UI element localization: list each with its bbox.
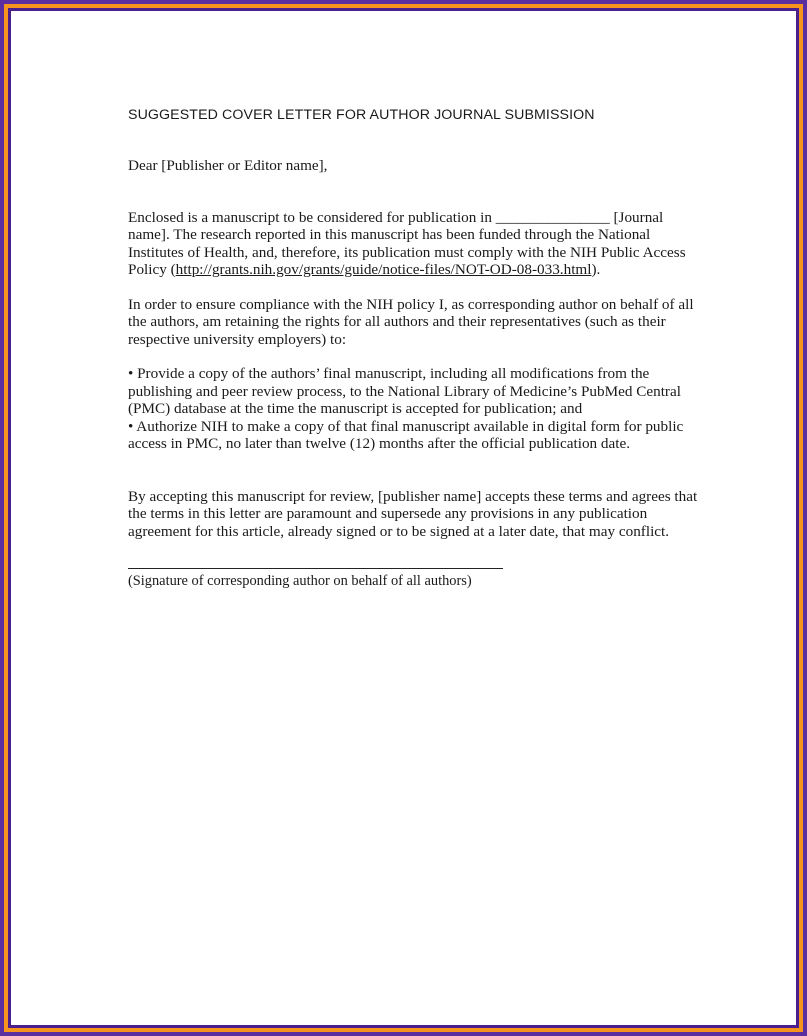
paragraph-compliance: In order to ensure compliance with the NIH policy I, as corresponding author on behalf of all the authors, am retaining the rights for all authors and their representatives (such as their respective university employers) to: [128,295,694,348]
paragraph-intro-text: Enclosed is a manuscript to be considered for publication in _______________ [Journal name]. The research reported in this manuscript has been funded through the National Institutes of Health, and, therefore, its publication must comply with the NIH Public Access Policy ( [128,208,686,278]
document-title: SUGGESTED COVER LETTER FOR AUTHOR JOURNAL SUBMISSION [128,107,595,123]
letter-body [128,107,698,590]
list-item: • Provide a copy of the authors’ final manuscript, including all modifications from the publishing and peer review process, to the National Library of Medicine’s PubMed Central (PMC) database at the time the manuscript is accepted for publication; and [128,365,681,417]
greeting: Dear [Publisher or Editor name], [128,157,328,174]
rights-list [128,365,698,453]
signature-line [128,568,503,569]
list-item: • Authorize NIH to make a copy of that final manuscript available in digital form for public access in PMC, no later than twelve (12) months after the official publication date. [128,417,684,452]
paragraph-intro-end: ). [591,261,601,278]
paragraph-acceptance: By accepting this manuscript for review, [publisher name] accepts these terms and agrees that the terms in this letter are paramount and supersede any provisions in any publication agreement for this article, already signed or to be signed at a later date, that may conflict. [128,487,698,540]
nih-policy-link[interactable]: http://grants.nih.gov/grants/guide/notice-files/NOT-OD-08-033.html [175,261,592,278]
document-page [8,8,799,1028]
signature-caption: (Signature of corresponding author on behalf of all authors) [128,573,472,589]
paragraph-intro [128,209,698,279]
